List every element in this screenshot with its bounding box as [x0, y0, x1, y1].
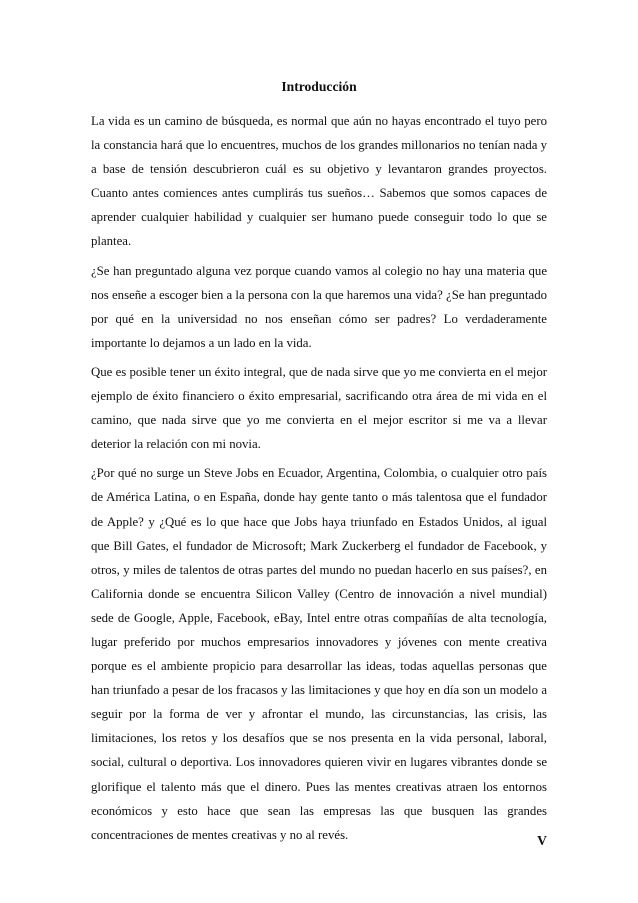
paragraph-4: ¿Por qué no surge un Steve Jobs en Ecuador, Argentina, Colombia, o cualquier otro país de América Latina, o en España, donde hay gente tanto o más talentosa que el fundador de Apple? y ¿Qué es lo que hace que Jobs haya triunfado en Estados Unidos, al igual que Bill Gates, el fundador de Microsoft; Mark Zuckerberg el fundador de Facebook, y otros, y miles de talentos de otras partes del mundo no puedan hacerlo en sus países?, en California donde se encuentra Silicon Valley (Centro de innovación a nivel mundial) sede de Google, Apple, Facebook, eBay, Intel entre otras compañías de alta tecnología, lugar preferido por muchos empresarios innovadores y jóvenes con mente creativa porque es el ambiente propicio para desarrollar las ideas, todas aquellas personas que han triunfado a pesar de los fracasos y las limitaciones y que hoy en día son un modelo a seguir por la forma de ver y afrontar el mundo, las circunstancias, las crisis, las limitaciones, los retos y los desafíos que se nos presenta en la vida personal, laboral, social, cultural o deportiva. Los innovadores quieren vivir en lugares vibrantes donde se glorifique el talento más que el dinero. Pues las mentes creativas atraen los entornos económicos y esto hace que sean las empresas las que busquen las grandes concentraciones de mentes creativas y no al revés. [91, 466, 547, 842]
paragraph-3: Que es posible tener un éxito integral, que de nada sirve que yo me convierta en el mejor ejemplo de éxito financiero o éxito empresarial, sacrificando otra área de mi vida en el camino, que nada sirve que yo me convierta en el mejor escritor si me va a llevar deterior la relación con mi novia. [91, 364, 547, 452]
page-title: Introducción [281, 79, 357, 94]
paragraph-1: La vida es un camino de búsqueda, es normal que aún no hayas encontrado el tuyo pero la constancia hará que lo encuentres, muchos de los grandes millonarios no tenían nada y a base de tensión descubrieron cuál es su objetivo y levantaron grandes proyectos. Cuanto antes comiences antes cumplirás tus sueños… Sabemos que somos capaces de aprender cualquier habilidad y cualquier ser humano puede conseguir todo lo que se plantea. [91, 114, 547, 249]
page-number: V [537, 833, 547, 848]
body-text [91, 109, 547, 852]
paragraph-2: ¿Se han preguntado alguna vez porque cuando vamos al colegio no hay una materia que nos enseñe a escoger bien a la persona con la que haremos una vida? ¿Se han preguntado por qué en la universidad no nos enseñan cómo ser padres? Lo verdaderamente importante lo dejamos a un lado en la vida. [91, 263, 547, 350]
